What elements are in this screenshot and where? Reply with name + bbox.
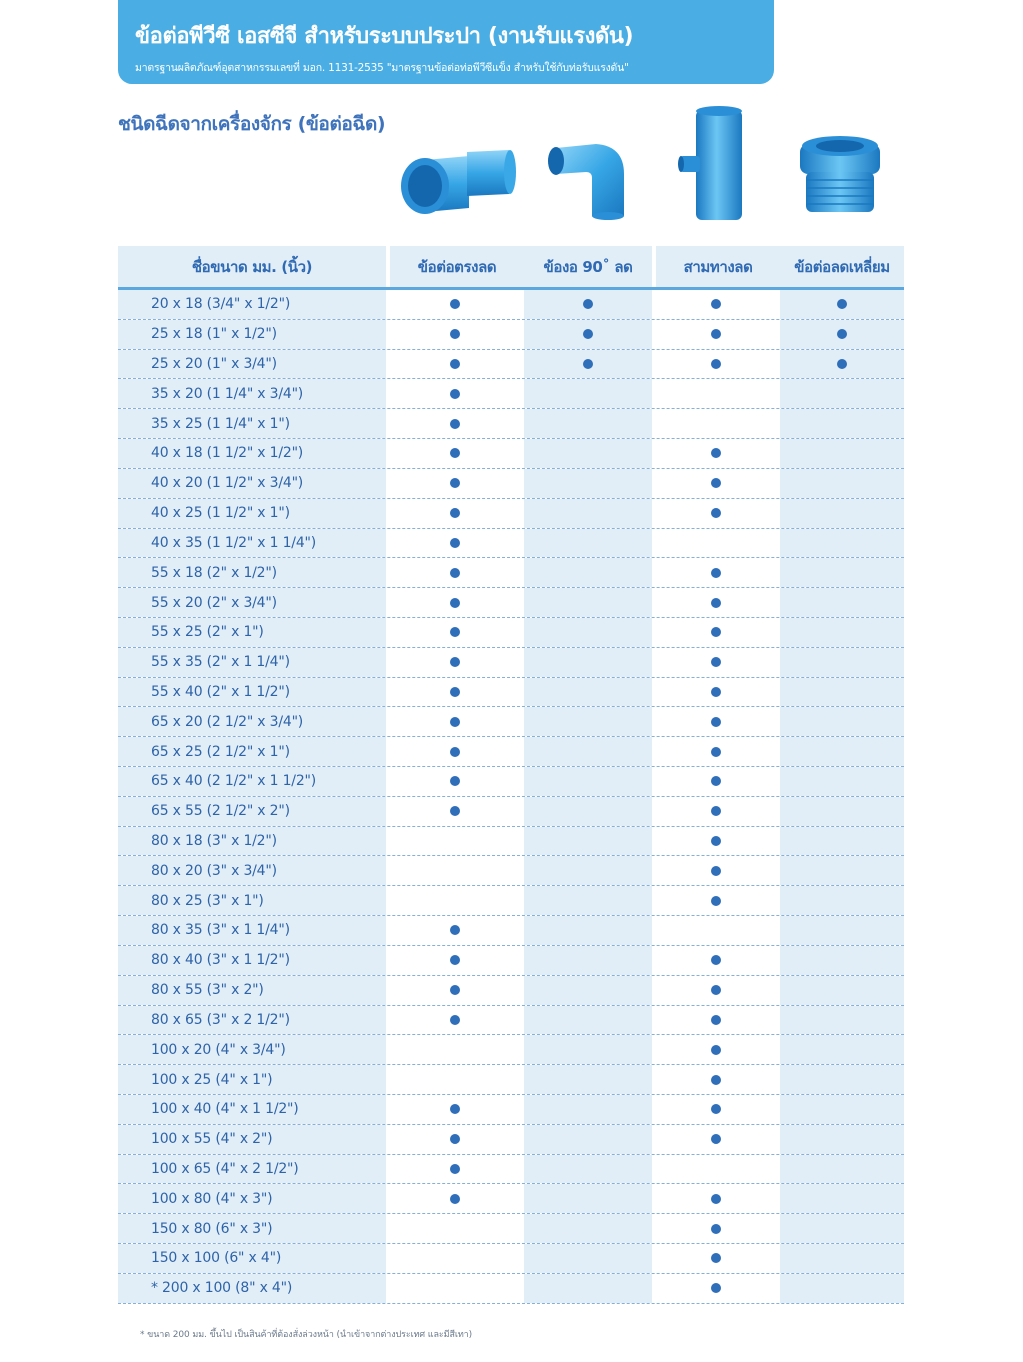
- cell-reducing-bushing: [780, 320, 904, 349]
- cell-reducing-tee: [652, 350, 780, 379]
- cell-reducing-tee: [652, 1065, 780, 1094]
- cell-reducing-socket: [386, 976, 524, 1005]
- cell-reducing-bushing: [780, 707, 904, 736]
- availability-dot: [711, 687, 721, 697]
- cell-reducing-elbow: [524, 976, 652, 1005]
- table-row: [118, 886, 904, 916]
- availability-dot: [450, 508, 460, 518]
- cell-reducing-tee: [652, 1244, 780, 1273]
- size-label: 65 x 25 (2 1/2" x 1"): [118, 737, 386, 766]
- cell-reducing-elbow: [524, 1244, 652, 1273]
- cell-reducing-tee: [652, 916, 780, 945]
- availability-dot: [837, 359, 847, 369]
- availability-dot: [837, 299, 847, 309]
- cell-reducing-bushing: [780, 976, 904, 1005]
- availability-dot: [711, 747, 721, 757]
- cell-reducing-tee: [652, 856, 780, 885]
- header-reducing-elbow: ข้องอ 90˚ ลด: [524, 246, 652, 287]
- availability-dot: [450, 776, 460, 786]
- cell-reducing-tee: [652, 678, 780, 707]
- table-row: [118, 1006, 904, 1036]
- cell-reducing-bushing: [780, 499, 904, 528]
- cell-reducing-socket: [386, 618, 524, 647]
- table-row: [118, 856, 904, 886]
- reducing-tee-image: [678, 104, 748, 224]
- cell-reducing-bushing: [780, 469, 904, 498]
- size-label: 65 x 40 (2 1/2" x 1 1/2"): [118, 767, 386, 796]
- availability-dot: [711, 1283, 721, 1293]
- cell-reducing-socket: [386, 1125, 524, 1154]
- cell-reducing-socket: [386, 1244, 524, 1273]
- cell-reducing-tee: [652, 409, 780, 438]
- availability-dot: [711, 568, 721, 578]
- table-row: [118, 946, 904, 976]
- table-row: [118, 499, 904, 529]
- size-label: 80 x 35 (3" x 1 1/4"): [118, 916, 386, 945]
- table-row: [118, 797, 904, 827]
- cell-reducing-bushing: [780, 797, 904, 826]
- availability-dot: [450, 925, 460, 935]
- cell-reducing-elbow: [524, 379, 652, 408]
- availability-dot: [711, 1045, 721, 1055]
- cell-reducing-bushing: [780, 946, 904, 975]
- cell-reducing-bushing: [780, 886, 904, 915]
- availability-dot: [450, 985, 460, 995]
- header-banner: [118, 0, 774, 84]
- availability-dot: [450, 657, 460, 667]
- availability-dot: [711, 359, 721, 369]
- availability-dot: [711, 1104, 721, 1114]
- cell-reducing-bushing: [780, 1035, 904, 1064]
- size-label: 100 x 25 (4" x 1"): [118, 1065, 386, 1094]
- table-row: [118, 1065, 904, 1095]
- size-label: 100 x 20 (4" x 3/4"): [118, 1035, 386, 1064]
- cell-reducing-tee: [652, 1035, 780, 1064]
- cell-reducing-bushing: [780, 529, 904, 558]
- table-row: [118, 737, 904, 767]
- cell-reducing-elbow: [524, 946, 652, 975]
- cell-reducing-tee: [652, 797, 780, 826]
- size-label: 35 x 25 (1 1/4" x 1"): [118, 409, 386, 438]
- table-row: [118, 409, 904, 439]
- table-row: [118, 1184, 904, 1214]
- availability-dot: [450, 1194, 460, 1204]
- cell-reducing-socket: [386, 1095, 524, 1124]
- cell-reducing-socket: [386, 558, 524, 587]
- cell-reducing-tee: [652, 976, 780, 1005]
- availability-dot: [450, 1104, 460, 1114]
- cell-reducing-elbow: [524, 1125, 652, 1154]
- availability-dot: [450, 747, 460, 757]
- availability-dot: [711, 955, 721, 965]
- cell-reducing-socket: [386, 350, 524, 379]
- cell-reducing-socket: [386, 529, 524, 558]
- table-row: [118, 320, 904, 350]
- table-row: [118, 350, 904, 380]
- table-row: [118, 1155, 904, 1185]
- cell-reducing-socket: [386, 1184, 524, 1213]
- cell-reducing-tee: [652, 1214, 780, 1243]
- cell-reducing-elbow: [524, 1095, 652, 1124]
- cell-reducing-socket: [386, 320, 524, 349]
- cell-reducing-elbow: [524, 588, 652, 617]
- size-label: 80 x 55 (3" x 2"): [118, 976, 386, 1005]
- table-row: [118, 827, 904, 857]
- cell-reducing-elbow: [524, 409, 652, 438]
- availability-dot: [711, 1194, 721, 1204]
- table-row: [118, 678, 904, 708]
- size-label: 65 x 55 (2 1/2" x 2"): [118, 797, 386, 826]
- availability-dot: [583, 299, 593, 309]
- cell-reducing-elbow: [524, 350, 652, 379]
- size-label: 55 x 18 (2" x 1/2"): [118, 558, 386, 587]
- cell-reducing-tee: [652, 737, 780, 766]
- availability-dot: [711, 329, 721, 339]
- table-row: [118, 1095, 904, 1125]
- cell-reducing-elbow: [524, 886, 652, 915]
- availability-dot: [450, 1164, 460, 1174]
- size-label: 55 x 20 (2" x 3/4"): [118, 588, 386, 617]
- cell-reducing-socket: [386, 797, 524, 826]
- cell-reducing-socket: [386, 1035, 524, 1064]
- size-label: 100 x 80 (4" x 3"): [118, 1184, 386, 1213]
- cell-reducing-elbow: [524, 320, 652, 349]
- table-row: [118, 916, 904, 946]
- size-label: 150 x 100 (6" x 4"): [118, 1244, 386, 1273]
- cell-reducing-bushing: [780, 1006, 904, 1035]
- cell-reducing-socket: [386, 290, 524, 319]
- size-label: 80 x 20 (3" x 3/4"): [118, 856, 386, 885]
- availability-dot: [711, 1134, 721, 1144]
- table-row: [118, 558, 904, 588]
- cell-reducing-bushing: [780, 678, 904, 707]
- table-row: [118, 1244, 904, 1274]
- availability-dot: [711, 776, 721, 786]
- cell-reducing-socket: [386, 1006, 524, 1035]
- availability-dot: [711, 1253, 721, 1263]
- cell-reducing-tee: [652, 1155, 780, 1184]
- table-row: [118, 290, 904, 320]
- size-label: 35 x 20 (1 1/4" x 3/4"): [118, 379, 386, 408]
- cell-reducing-bushing: [780, 379, 904, 408]
- size-label: 100 x 40 (4" x 1 1/2"): [118, 1095, 386, 1124]
- size-label: 80 x 25 (3" x 1"): [118, 886, 386, 915]
- cell-reducing-elbow: [524, 827, 652, 856]
- table-row: [118, 379, 904, 409]
- table-row: [118, 1274, 904, 1304]
- cell-reducing-bushing: [780, 558, 904, 587]
- cell-reducing-elbow: [524, 1184, 652, 1213]
- cell-reducing-bushing: [780, 767, 904, 796]
- cell-reducing-socket: [386, 499, 524, 528]
- availability-dot: [711, 657, 721, 667]
- cell-reducing-bushing: [780, 737, 904, 766]
- size-label: 80 x 18 (3" x 1/2"): [118, 827, 386, 856]
- cell-reducing-elbow: [524, 529, 652, 558]
- availability-dot: [711, 896, 721, 906]
- header-reducing-tee: สามทางลด: [656, 246, 780, 287]
- size-label: 55 x 25 (2" x 1"): [118, 618, 386, 647]
- cell-reducing-elbow: [524, 737, 652, 766]
- cell-reducing-socket: [386, 946, 524, 975]
- cell-reducing-tee: [652, 469, 780, 498]
- table-row: [118, 707, 904, 737]
- availability-dot: [450, 806, 460, 816]
- cell-reducing-elbow: [524, 856, 652, 885]
- cell-reducing-socket: [386, 648, 524, 677]
- size-table: [118, 246, 904, 1304]
- availability-dot: [711, 627, 721, 637]
- cell-reducing-socket: [386, 588, 524, 617]
- availability-dot: [711, 836, 721, 846]
- availability-dot: [711, 717, 721, 727]
- size-label: 65 x 20 (2 1/2" x 3/4"): [118, 707, 386, 736]
- size-label: 55 x 40 (2" x 1 1/2"): [118, 678, 386, 707]
- cell-reducing-tee: [652, 707, 780, 736]
- cell-reducing-elbow: [524, 916, 652, 945]
- cell-reducing-tee: [652, 1184, 780, 1213]
- cell-reducing-socket: [386, 886, 524, 915]
- cell-reducing-elbow: [524, 707, 652, 736]
- availability-dot: [450, 299, 460, 309]
- availability-dot: [711, 478, 721, 488]
- availability-dot: [583, 359, 593, 369]
- cell-reducing-socket: [386, 707, 524, 736]
- cell-reducing-elbow: [524, 558, 652, 587]
- cell-reducing-tee: [652, 588, 780, 617]
- cell-reducing-elbow: [524, 797, 652, 826]
- cell-reducing-tee: [652, 558, 780, 587]
- cell-reducing-bushing: [780, 856, 904, 885]
- header-reducing-socket: ข้อต่อตรงลด: [390, 246, 524, 287]
- size-label: 80 x 40 (3" x 1 1/2"): [118, 946, 386, 975]
- table-row: [118, 1214, 904, 1244]
- cell-reducing-tee: [652, 379, 780, 408]
- size-label: * 200 x 100 (8" x 4"): [118, 1274, 386, 1303]
- cell-reducing-tee: [652, 529, 780, 558]
- cell-reducing-socket: [386, 678, 524, 707]
- table-body: [118, 290, 904, 1304]
- header-size: ชื่อขนาด มม. (นิ้ว): [118, 246, 386, 287]
- availability-dot: [450, 419, 460, 429]
- cell-reducing-socket: [386, 1274, 524, 1303]
- availability-dot: [450, 538, 460, 548]
- table-row: [118, 529, 904, 559]
- cell-reducing-tee: [652, 1274, 780, 1303]
- table-header: [118, 246, 904, 290]
- cell-reducing-elbow: [524, 499, 652, 528]
- size-label: 40 x 20 (1 1/2" x 3/4"): [118, 469, 386, 498]
- cell-reducing-socket: [386, 1065, 524, 1094]
- cell-reducing-elbow: [524, 1035, 652, 1064]
- table-row: [118, 439, 904, 469]
- cell-reducing-tee: [652, 827, 780, 856]
- cell-reducing-bushing: [780, 827, 904, 856]
- cell-reducing-bushing: [780, 1125, 904, 1154]
- availability-dot: [711, 448, 721, 458]
- cell-reducing-socket: [386, 737, 524, 766]
- cell-reducing-tee: [652, 320, 780, 349]
- cell-reducing-elbow: [524, 1006, 652, 1035]
- cell-reducing-elbow: [524, 439, 652, 468]
- cell-reducing-elbow: [524, 1214, 652, 1243]
- cell-reducing-socket: [386, 856, 524, 885]
- availability-dot: [837, 329, 847, 339]
- table-row: [118, 1035, 904, 1065]
- cell-reducing-bushing: [780, 916, 904, 945]
- availability-dot: [450, 389, 460, 399]
- cell-reducing-tee: [652, 290, 780, 319]
- cell-reducing-elbow: [524, 678, 652, 707]
- cell-reducing-elbow: [524, 618, 652, 647]
- reducing-socket-image: [395, 146, 519, 226]
- cell-reducing-tee: [652, 1125, 780, 1154]
- availability-dot: [450, 1015, 460, 1025]
- cell-reducing-bushing: [780, 618, 904, 647]
- table-row: [118, 648, 904, 678]
- cell-reducing-bushing: [780, 350, 904, 379]
- cell-reducing-tee: [652, 767, 780, 796]
- cell-reducing-elbow: [524, 1155, 652, 1184]
- cell-reducing-bushing: [780, 648, 904, 677]
- cell-reducing-socket: [386, 439, 524, 468]
- cell-reducing-tee: [652, 1006, 780, 1035]
- table-row: [118, 588, 904, 618]
- cell-reducing-socket: [386, 409, 524, 438]
- cell-reducing-bushing: [780, 1065, 904, 1094]
- cell-reducing-bushing: [780, 1274, 904, 1303]
- availability-dot: [450, 627, 460, 637]
- availability-dot: [450, 329, 460, 339]
- table-row: [118, 767, 904, 797]
- availability-dot: [450, 717, 460, 727]
- footnote: * ขนาด 200 มม. ขึ้นไป เป็นสินค้าที่ต้องสั่งล่วงหน้า (นำเข้าจากต่างประเทศ และมีสีเทา): [140, 1330, 473, 1340]
- cell-reducing-tee: [652, 886, 780, 915]
- availability-dot: [450, 478, 460, 488]
- availability-dot: [711, 1075, 721, 1085]
- cell-reducing-tee: [652, 618, 780, 647]
- cell-reducing-tee: [652, 946, 780, 975]
- reducing-elbow-90-image: [544, 140, 630, 222]
- availability-dot: [583, 329, 593, 339]
- cell-reducing-bushing: [780, 1095, 904, 1124]
- cell-reducing-bushing: [780, 1155, 904, 1184]
- size-label: 100 x 65 (4" x 2 1/2"): [118, 1155, 386, 1184]
- size-label: 55 x 35 (2" x 1 1/4"): [118, 648, 386, 677]
- cell-reducing-tee: [652, 439, 780, 468]
- table-row: [118, 618, 904, 648]
- cell-reducing-socket: [386, 1214, 524, 1243]
- size-label: 40 x 18 (1 1/2" x 1/2"): [118, 439, 386, 468]
- availability-dot: [450, 359, 460, 369]
- availability-dot: [450, 568, 460, 578]
- reducing-bushing-hex-image: [796, 134, 884, 220]
- availability-dot: [450, 687, 460, 697]
- cell-reducing-tee: [652, 499, 780, 528]
- availability-dot: [450, 955, 460, 965]
- cell-reducing-tee: [652, 648, 780, 677]
- table-row: [118, 469, 904, 499]
- availability-dot: [711, 1224, 721, 1234]
- availability-dot: [711, 508, 721, 518]
- availability-dot: [711, 985, 721, 995]
- cell-reducing-bushing: [780, 1184, 904, 1213]
- section-title: ชนิดฉีดจากเครื่องจักร (ข้อต่อฉีด): [118, 113, 386, 135]
- size-label: 80 x 65 (3" x 2 1/2"): [118, 1006, 386, 1035]
- cell-reducing-elbow: [524, 290, 652, 319]
- availability-dot: [450, 1134, 460, 1144]
- availability-dot: [711, 598, 721, 608]
- availability-dot: [711, 299, 721, 309]
- cell-reducing-socket: [386, 916, 524, 945]
- cell-reducing-elbow: [524, 1274, 652, 1303]
- availability-dot: [711, 1015, 721, 1025]
- cell-reducing-elbow: [524, 469, 652, 498]
- availability-dot: [711, 866, 721, 876]
- size-label: 100 x 55 (4" x 2"): [118, 1125, 386, 1154]
- cell-reducing-bushing: [780, 439, 904, 468]
- size-label: 150 x 80 (6" x 3"): [118, 1214, 386, 1243]
- size-label: 25 x 18 (1" x 1/2"): [118, 320, 386, 349]
- availability-dot: [711, 806, 721, 816]
- cell-reducing-elbow: [524, 767, 652, 796]
- header-title: ข้อต่อพีวีซี เอสซีจี สำหรับระบบประปา (งานรับแรงดัน): [135, 24, 634, 49]
- cell-reducing-bushing: [780, 588, 904, 617]
- size-label: 40 x 25 (1 1/2" x 1"): [118, 499, 386, 528]
- table-row: [118, 1125, 904, 1155]
- cell-reducing-socket: [386, 767, 524, 796]
- cell-reducing-elbow: [524, 648, 652, 677]
- cell-reducing-tee: [652, 1095, 780, 1124]
- size-label: 40 x 35 (1 1/2" x 1 1/4"): [118, 529, 386, 558]
- cell-reducing-bushing: [780, 409, 904, 438]
- header-reducing-bushing: ข้อต่อลดเหลี่ยม: [780, 246, 904, 287]
- cell-reducing-bushing: [780, 290, 904, 319]
- cell-reducing-bushing: [780, 1244, 904, 1273]
- cell-reducing-bushing: [780, 1214, 904, 1243]
- cell-reducing-socket: [386, 379, 524, 408]
- size-label: 25 x 20 (1" x 3/4"): [118, 350, 386, 379]
- cell-reducing-socket: [386, 1155, 524, 1184]
- availability-dot: [450, 448, 460, 458]
- availability-dot: [450, 598, 460, 608]
- header-subtitle: มาตรฐานผลิตภัณฑ์อุตสาหกรรมเลขที่ มอก. 1131-2535 "มาตรฐานข้อต่อท่อพีวีซีแข็ง สำหรับใช้กับท่อรับแรงดัน": [135, 62, 629, 74]
- cell-reducing-socket: [386, 469, 524, 498]
- cell-reducing-elbow: [524, 1065, 652, 1094]
- table-row: [118, 976, 904, 1006]
- size-label: 20 x 18 (3/4" x 1/2"): [118, 290, 386, 319]
- cell-reducing-socket: [386, 827, 524, 856]
